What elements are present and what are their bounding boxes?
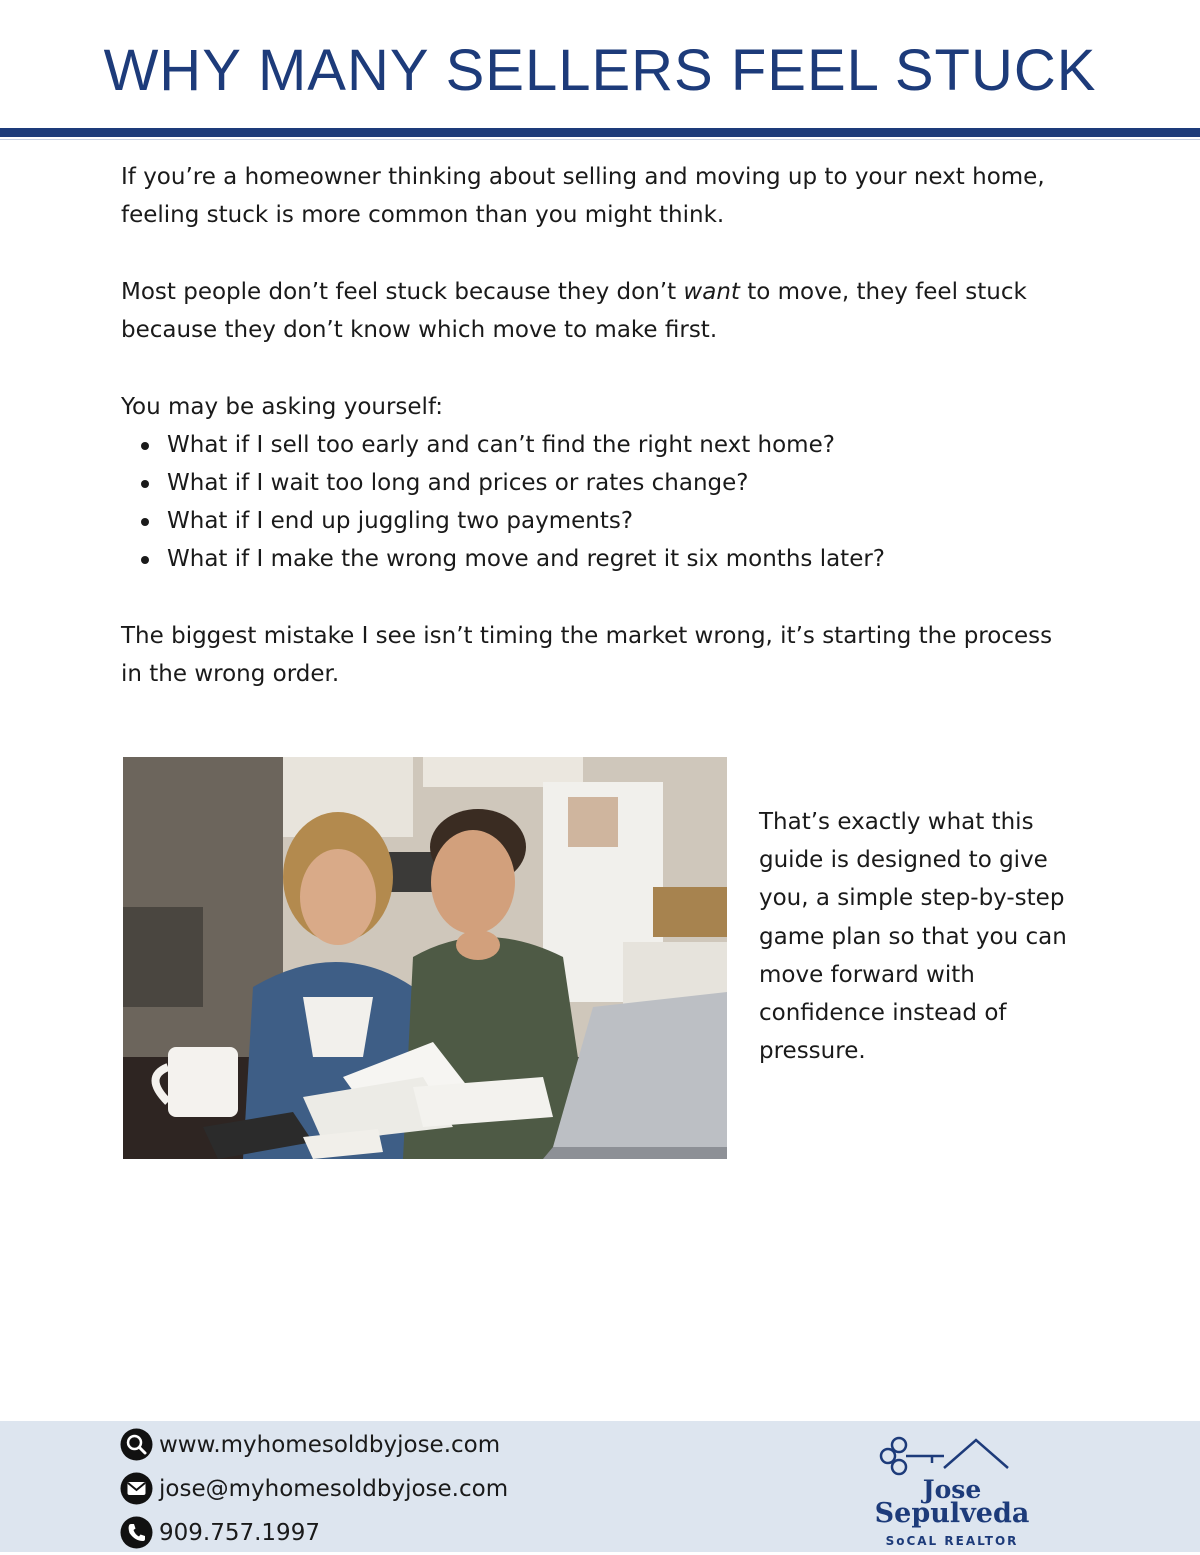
title-divider-thin: [0, 139, 1200, 140]
email-link[interactable]: jose@myhomesoldbyjose.com: [159, 1475, 509, 1502]
envelope-icon: [120, 1472, 153, 1505]
website-link[interactable]: www.myhomesoldbyjose.com: [159, 1431, 501, 1458]
logo-tagline: SoCAL REALTOR: [885, 1534, 1019, 1548]
biggest-mistake-paragraph: The biggest mistake I see isn’t timing the market wrong, it’s starting the process in the wrong order.: [121, 623, 1053, 687]
page-title: WHY MANY SELLERS FEEL STUCK: [103, 38, 1097, 103]
logo-first-name: Jose: [922, 1475, 982, 1504]
email-contact[interactable]: [120, 1472, 508, 1505]
logo-last-name: Sepulveda: [874, 1498, 1030, 1529]
questions-intro: You may be asking yourself:: [121, 394, 443, 420]
stuck-paragraph: [121, 273, 1071, 349]
questions-list: [121, 426, 885, 578]
website-contact[interactable]: [120, 1428, 500, 1461]
phone-icon: [120, 1516, 153, 1549]
phone-number[interactable]: 909.757.1997: [159, 1519, 320, 1546]
title-divider: [0, 128, 1200, 139]
stuck-text-start: Most people don’t feel stuck because they don’t: [121, 279, 684, 305]
stuck-text-end: to move, they feel stuck because they don’t know which move to make first.: [121, 279, 1027, 343]
question-item: What if I wait too long and prices or rates change?: [121, 464, 885, 502]
search-icon: [120, 1428, 153, 1461]
couple-reviewing-paperwork-photo: [123, 757, 727, 1159]
emphasis-want: want: [683, 279, 740, 305]
question-item: What if I make the wrong move and regret it six months later?: [121, 540, 885, 578]
phone-contact[interactable]: [120, 1516, 320, 1549]
intro-paragraph: If you’re a homeowner thinking about selling and moving up to your next home, feeling stuck is more common than you might think.: [121, 164, 1045, 228]
question-item: What if I end up juggling two payments?: [121, 502, 885, 540]
guide-description: That’s exactly what this guide is designed to give you, a simple step-by-step game plan so that you can move forward with confidence instead of pressure.: [759, 809, 1067, 1065]
question-item: What if I sell too early and can’t find the right next home?: [121, 426, 885, 464]
